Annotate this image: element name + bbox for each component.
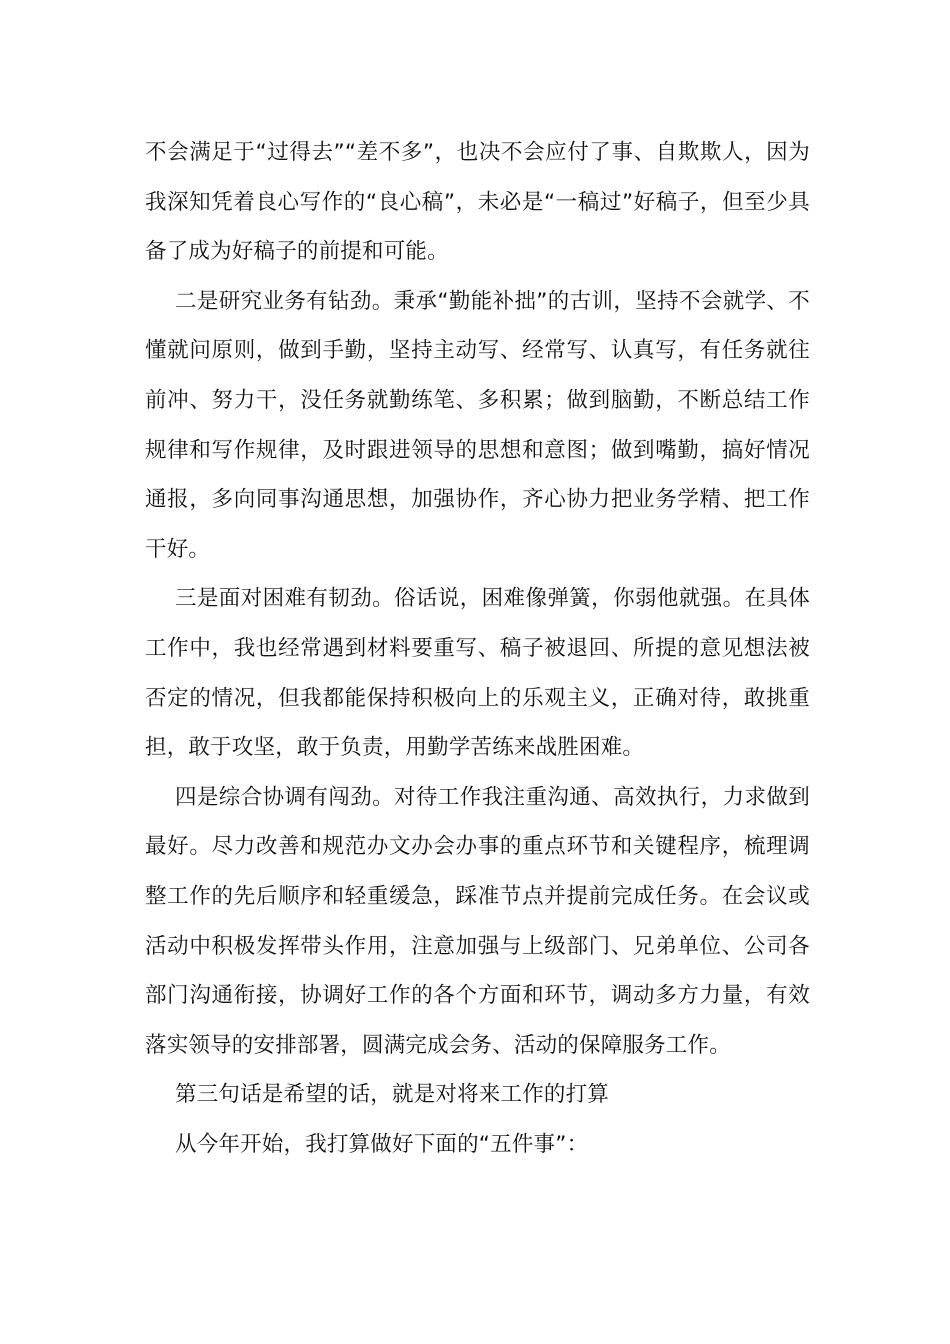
paragraph-facing-difficulties: 三是面对困难有韧劲。俗话说，困难像弹簧，你弱他就强。在具体工作中，我也经常遇到材料要重写、稿子被退回、所提的意见想法被否定的情况，但我都能保持积极向上的乐观主义，正确对待，敢挑重担，敢于攻坚，敢于负责，用勤学苦练来战胜困难。 — [145, 586, 810, 761]
document-body — [145, 128, 810, 1169]
paragraph-coordination: 四是综合协调有闯劲。对待工作我注重沟通、高效执行，力求做到最好。尽力改善和规范办文办会办事的重点环节和关键程序，梳理调整工作的先后顺序和轻重缓急，踩准节点并提前完成任务。在会议或活动中积极发挥带头作用，注意加强与上级部门、兄弟单位、公司各部门沟通衔接，协调好工作的各个方面和环节，调动多方力量，有效落实领导的安排部署，圆满完成会务、活动的保障服务工作。 — [145, 784, 810, 1058]
paragraph-five-things-intro: 从今年开始，我打算做好下面的“五件事”： — [175, 1131, 589, 1157]
paragraph-continuation: 不会满足于“过得去”“差不多”，也决不会应付了事、自欺欺人，因为我深知凭着良心写作的“良心稿”，未必是“一稿过”好稿子，但至少具备了成为好稿子的前提和可能。 — [145, 140, 810, 265]
paragraph-third-sentence-heading: 第三句话是希望的话，就是对将来工作的打算 — [175, 1082, 610, 1108]
paragraph-research-diligence: 二是研究业务有钻劲。秉承“勤能补拙”的古训，坚持不会就学、不懂就问原则，做到手勤，坚持主动写、经常写、认真写，有任务就往前冲、努力干，没任务就勤练笔、多积累；做到脑勤，不断总结工作规律和写作规律，及时跟进领导的思想和意图；做到嘴勤，搞好情况通报，多向同事沟通思想，加强协作，齐心协力把业务学精、把工作干好。 — [145, 288, 810, 562]
